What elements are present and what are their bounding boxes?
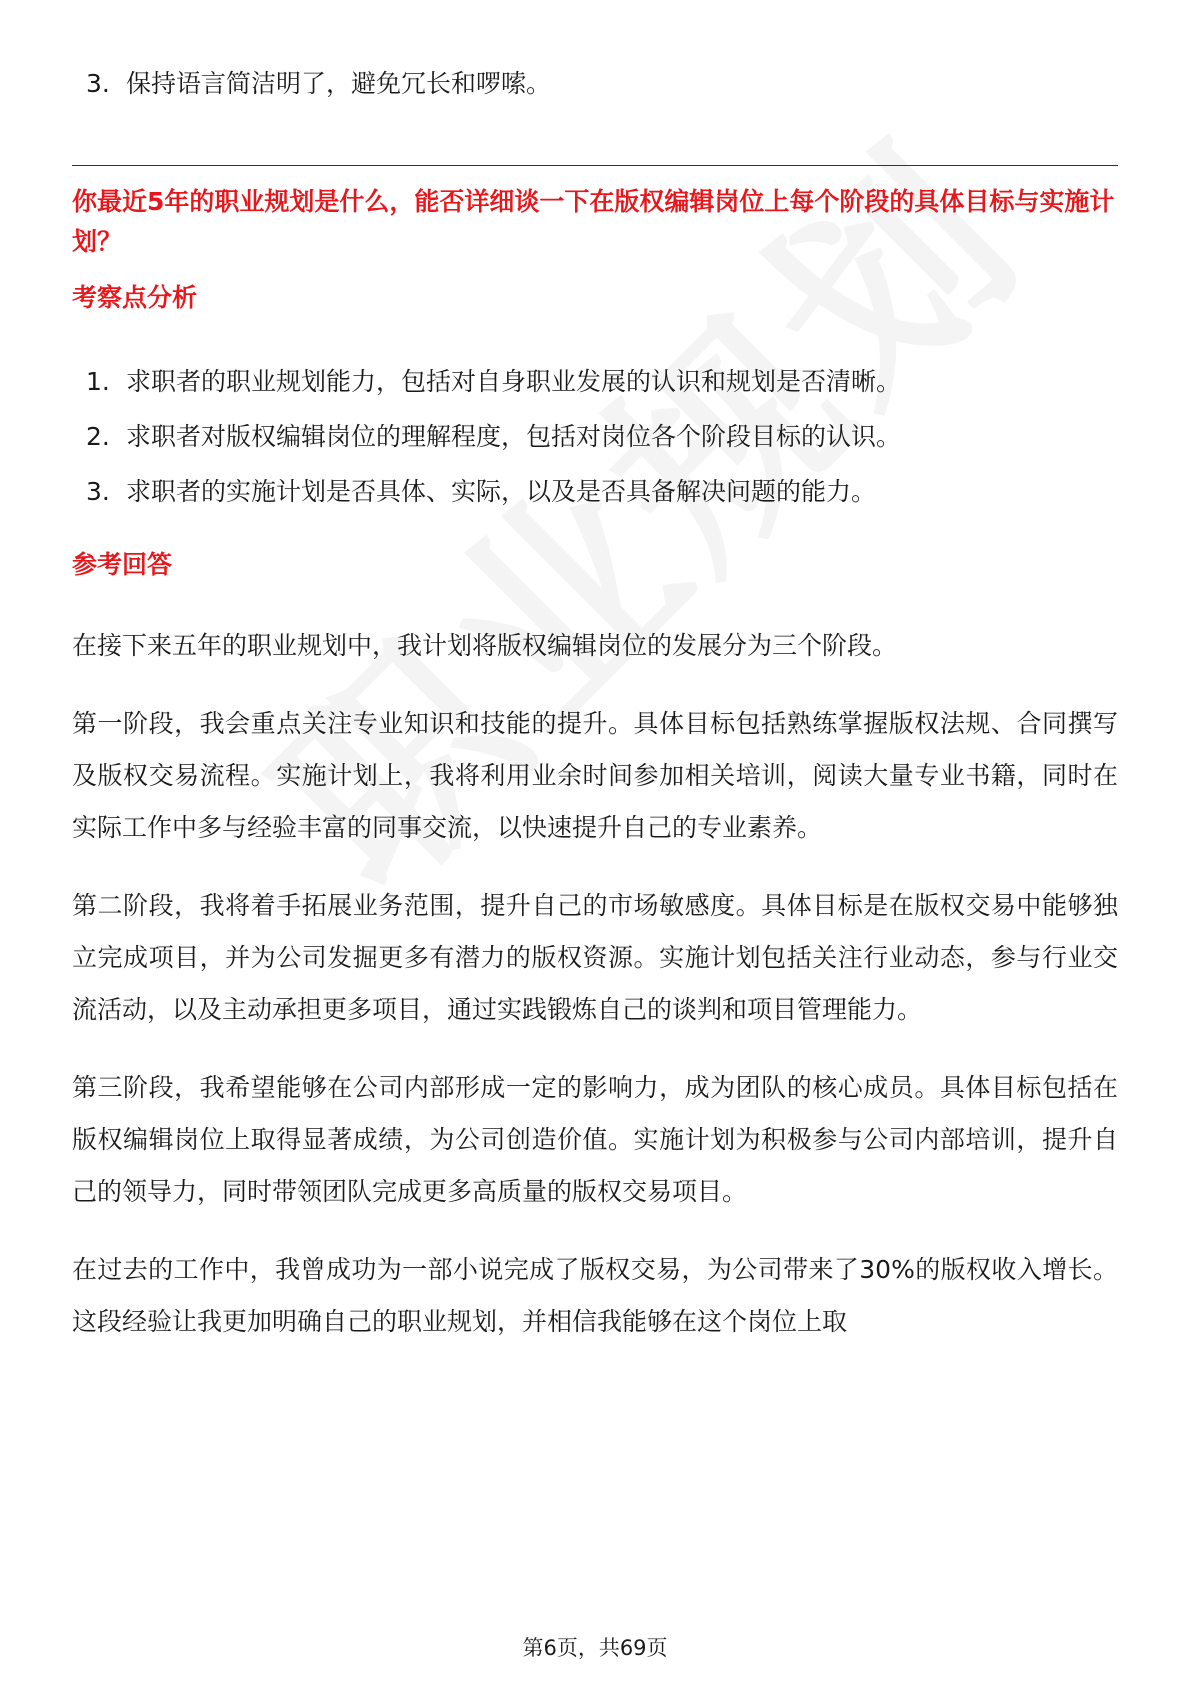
list-item-text: 求职者的职业规划能力，包括对自身职业发展的认识和规划是否清晰。 xyxy=(126,367,902,396)
answer-paragraph: 在过去的工作中，我曾成功为一部小说完成了版权交易，为公司带来了30%的版权收入增长。这段经验让我更加明确自己的职业规划，并相信我能够在这个岗位上取 xyxy=(72,1255,1118,1336)
answer-heading: 参考回答 xyxy=(72,550,173,579)
section-divider xyxy=(72,165,1118,166)
previous-list-item xyxy=(86,62,551,106)
answer-paragraph: 在接下来五年的职业规划中，我计划将版权编辑岗位的发展分为三个阶段。 xyxy=(72,631,898,660)
list-item-number: 3. xyxy=(86,477,110,506)
list-item-number: 2. xyxy=(86,422,110,451)
answer-body xyxy=(72,620,1118,1374)
list-item-number: 3. xyxy=(86,69,110,98)
answer-paragraph: 第一阶段，我会重点关注专业知识和技能的提升。具体目标包括熟练掌握版权法规、合同撰写及版权交易流程。实施计划上，我将利用业余时间参加相关培训，阅读大量专业书籍，同时在实际工作中多与经验丰富的同事交流，以快速提升自己的专业素养。 xyxy=(72,709,1118,842)
analysis-list xyxy=(86,354,901,519)
answer-paragraph: 第二阶段，我将着手拓展业务范围，提升自己的市场敏感度。具体目标是在版权交易中能够独立完成项目，并为公司发掘更多有潜力的版权资源。实施计划包括关注行业动态，参与行业交流活动，以及主动承担更多项目，通过实践锻炼自己的谈判和项目管理能力。 xyxy=(72,891,1118,1024)
page-footer: 第6页，共69页 xyxy=(522,1636,668,1660)
answer-paragraph: 第三阶段，我希望能够在公司内部形成一定的影响力，成为团队的核心成员。具体目标包括在版权编辑岗位上取得显著成绩，为公司创造价值。实施计划为积极参与公司内部培训，提升自己的领导力，同时带领团队完成更多高质量的版权交易项目。 xyxy=(72,1073,1118,1206)
list-item xyxy=(86,409,901,464)
list-item-number: 1. xyxy=(86,367,110,396)
list-item-text: 求职者的实施计划是否具体、实际，以及是否具备解决问题的能力。 xyxy=(126,477,877,506)
list-item-text: 保持语言简洁明了，避免冗长和啰嗦。 xyxy=(126,69,552,98)
list-item xyxy=(86,354,901,409)
question-heading: 你最近5年的职业规划是什么，能否详细谈一下在版权编辑岗位上每个阶段的具体目标与实施计划？ xyxy=(72,187,1115,256)
analysis-heading: 考察点分析 xyxy=(72,283,198,312)
list-item xyxy=(86,464,901,519)
list-item-text: 求职者对版权编辑岗位的理解程度，包括对岗位各个阶段目标的认识。 xyxy=(126,422,902,451)
